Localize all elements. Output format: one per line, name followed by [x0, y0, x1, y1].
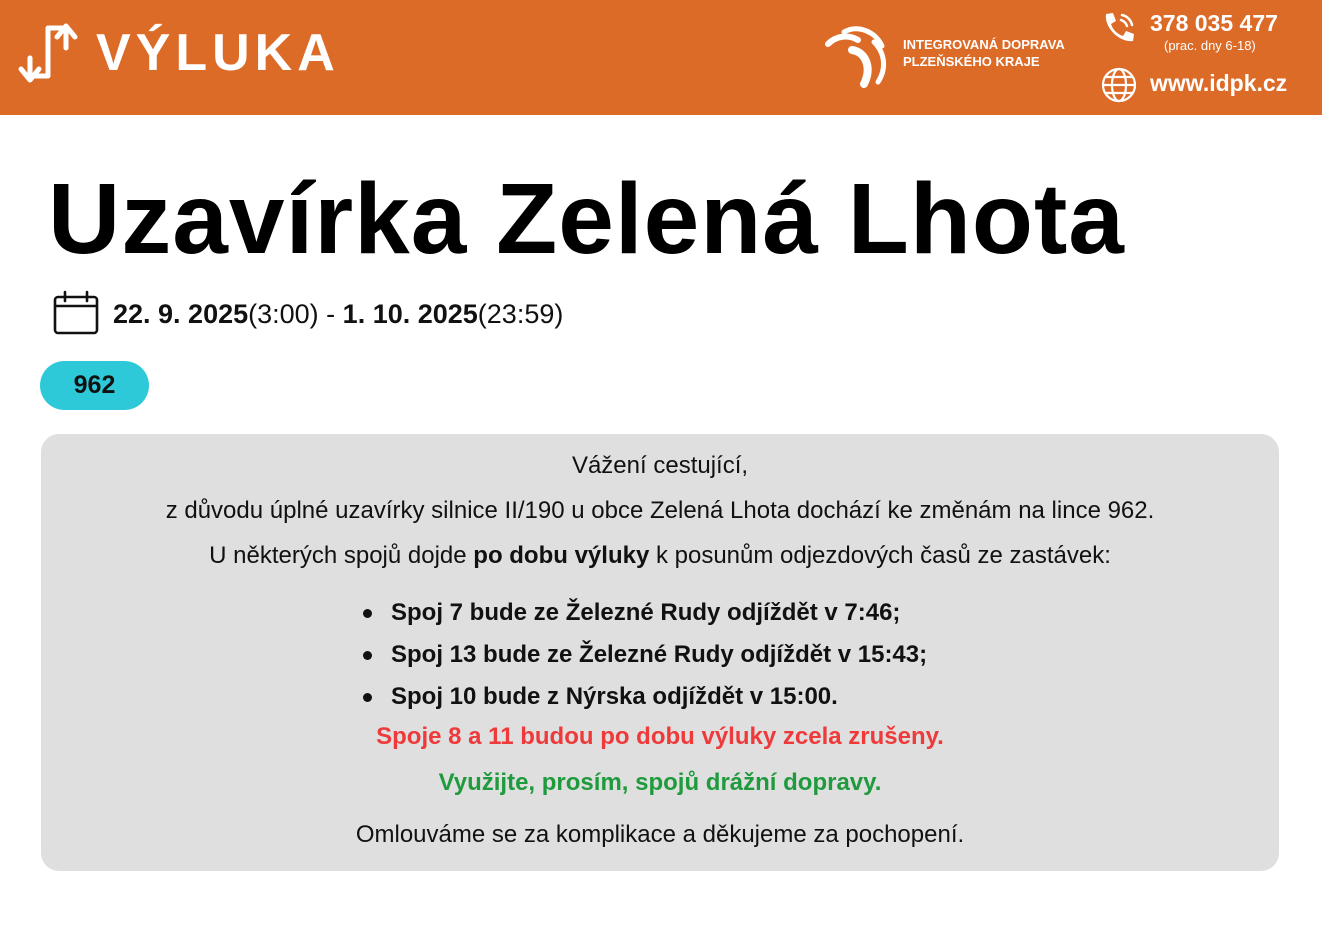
list-item-text: Spoj 7 bude ze Železné Rudy odjíždět v 7:46;	[391, 599, 901, 626]
cancellation-notice: Spoje 8 a 11 budou po dobu výluky zcela zrušeny.	[376, 723, 944, 750]
bullet-dot	[363, 651, 372, 660]
list-item	[363, 676, 927, 718]
operator-line-1: INTEGROVANÁ DOPRAVA	[903, 37, 1065, 52]
operator-name	[903, 36, 1065, 70]
validity-period	[113, 296, 563, 332]
detour-arrows-icon	[14, 14, 80, 94]
brand-title: VÝLUKA	[96, 24, 340, 82]
list-item	[363, 634, 927, 676]
phone-hours: (prac. dny 6-18)	[1164, 38, 1256, 53]
alternative-notice: Využijte, prosím, spojů drážní dopravy.	[438, 769, 882, 796]
operator-line-2: PLZEŇSKÉHO KRAJE	[903, 54, 1040, 69]
list-item-text: Spoj 13 bude ze Železné Rudy odjíždět v 15:43;	[391, 641, 928, 668]
calendar-icon	[52, 290, 100, 336]
bullet-dot	[363, 693, 372, 702]
time-from: (3:00)	[248, 299, 319, 329]
time-to: (23:59)	[477, 299, 564, 329]
page-title: Uzavírka Zelená Lhota	[48, 163, 1125, 275]
shift-intro-bold: po dobu výluky	[473, 542, 650, 569]
notice-panel	[41, 434, 1279, 871]
list-item-text: Spoj 10 bude z Nýrska odjíždět v 15:00.	[391, 683, 838, 710]
line-number-badge: 962	[40, 361, 149, 410]
shift-intro-start: U některých spojů dojde	[209, 542, 474, 569]
apology-text: Omlouváme se za komplikace a děkujeme za pochopení.	[355, 821, 965, 848]
bullet-dot	[363, 609, 372, 618]
schedule-changes-list	[363, 592, 927, 718]
website-link[interactable]: www.idpk.cz	[1150, 70, 1288, 96]
phone-icon	[1100, 10, 1138, 46]
list-item	[363, 592, 927, 634]
phone-number[interactable]: 378 035 477	[1150, 10, 1278, 36]
globe-icon	[1100, 66, 1138, 104]
idpk-logo-icon	[822, 22, 892, 90]
date-separator: -	[318, 299, 343, 329]
header-bar	[0, 0, 1322, 115]
shift-intro	[41, 540, 1279, 572]
greeting: Vážení cestující,	[571, 452, 749, 479]
date-from: 22. 9. 2025	[113, 299, 249, 329]
shift-intro-end: k posunům odjezdových časů ze zastávek:	[649, 542, 1111, 569]
reason-text: z důvodu úplné uzavírky silnice II/190 u obce Zelená Lhota dochází ke změnám na lince 962.	[165, 497, 1155, 524]
date-to: 1. 10. 2025	[342, 299, 478, 329]
